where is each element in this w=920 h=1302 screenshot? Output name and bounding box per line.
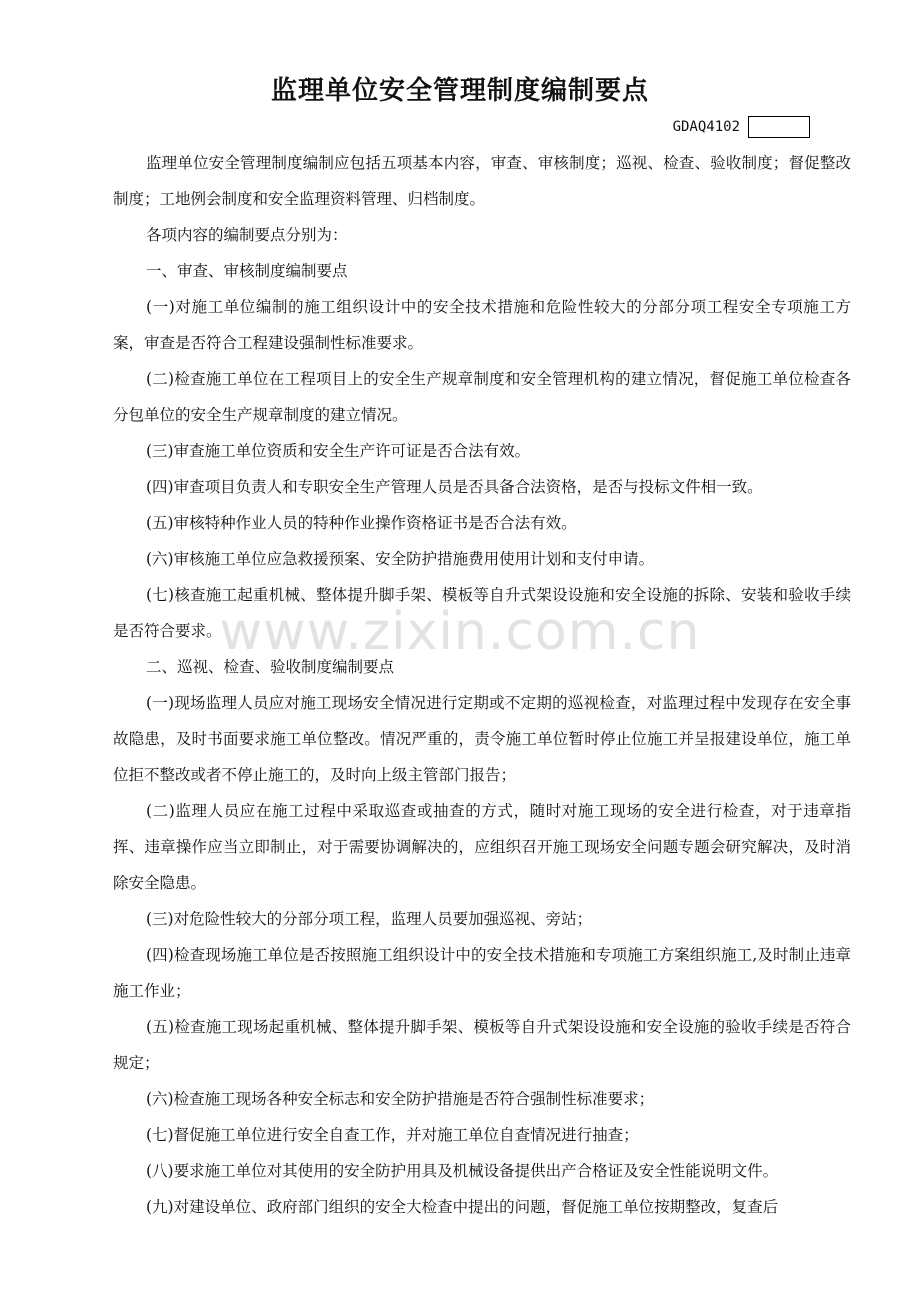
paragraph: (五)审核特种作业人员的特种作业操作资格证书是否合法有效。 — [146, 514, 577, 532]
paragraph: (四)审查项目负责人和专职安全生产管理人员是否具备合法资格，是否与投标文件相一致。 — [146, 478, 763, 496]
paragraph: (二)监理人员应在施工过程中采取巡查或抽查的方式，随时对施工现场的安全进行检查，对于违章指挥、违章操作应当立即制止，对于需要协调解决的，应组织召开施工现场安全问题专题会研究解决，及时消除安全隐患。 — [113, 802, 851, 892]
paragraph: (八)要求施工单位对其使用的安全防护用具及机械设备提供出产合格证及安全性能说明文件。 — [146, 1162, 779, 1180]
paragraph: (四)检查现场施工单位是否按照施工组织设计中的安全技术措施和专项施工方案组织施工,及时制止违章施工作业； — [113, 946, 851, 1000]
paragraph: (一)现场监理人员应对施工现场安全情况进行定期或不定期的巡视检查，对监理过程中发现存在安全事故隐患，及时书面要求施工单位整改。情况严重的，责令施工单位暂时停止位施工并呈报建设单位，施工单位拒不整改或者不停止施工的，及时向上级主管部门报告； — [113, 694, 851, 784]
code-input-box — [748, 116, 810, 138]
paragraph: (一)对施工单位编制的施工组织设计中的安全技术措施和危险性较大的分部分项工程安全专项施工方案，审查是否符合工程建设强制性标准要求。 — [113, 298, 851, 352]
paragraph: (五)检查施工现场起重机械、整体提升脚手架、模板等自升式架设设施和安全设施的验收手续是否符合规定； — [113, 1018, 851, 1072]
paragraph: (七)核查施工起重机械、整体提升脚手架、模板等自升式架设设施和安全设施的拆除、安装和验收手续是否符合要求。 — [113, 586, 851, 640]
paragraph: (三)审查施工单位资质和安全生产许可证是否合法有效。 — [146, 442, 531, 460]
paragraph: (六)审核施工单位应急救援预案、安全防护措施费用使用计划和支付申请。 — [146, 550, 655, 568]
document-title: 监理单位安全管理制度编制要点 — [270, 76, 649, 106]
paragraph: (九)对建设单位、政府部门组织的安全大检查中提出的问题，督促施工单位按期整改，复查后 — [146, 1198, 779, 1216]
paragraph: 各项内容的编制要点分别为： — [146, 226, 348, 244]
section-heading: 二、巡视、检查、验收制度编制要点 — [146, 658, 395, 676]
paragraph: (三)对危险性较大的分部分项工程，监理人员要加强巡视、旁站； — [146, 910, 593, 928]
section-heading: 一、审查、审核制度编制要点 — [146, 262, 348, 280]
paragraph: (六)检查施工现场各种安全标志和安全防护措施是否符合强制性标准要求； — [146, 1090, 655, 1108]
document-code: GDAQ4102 — [672, 119, 740, 135]
paragraph: 监理单位安全管理制度编制应包括五项基本内容，审查、审核制度；巡视、检查、验收制度；督促整改制度；工地例会制度和安全监理资料管理、归档制度。 — [113, 154, 851, 208]
paragraph: (二)检查施工单位在工程项目上的安全生产规章制度和安全管理机构的建立情况，督促施工单位检查各分包单位的安全生产规章制度的建立情况。 — [113, 370, 851, 424]
document-body — [113, 145, 851, 1225]
paragraph: (七)督促施工单位进行安全自查工作，并对施工单位自查情况进行抽查； — [146, 1126, 639, 1144]
document-code-row — [673, 116, 810, 138]
watermark: www.zixin.com.cn — [219, 602, 701, 662]
